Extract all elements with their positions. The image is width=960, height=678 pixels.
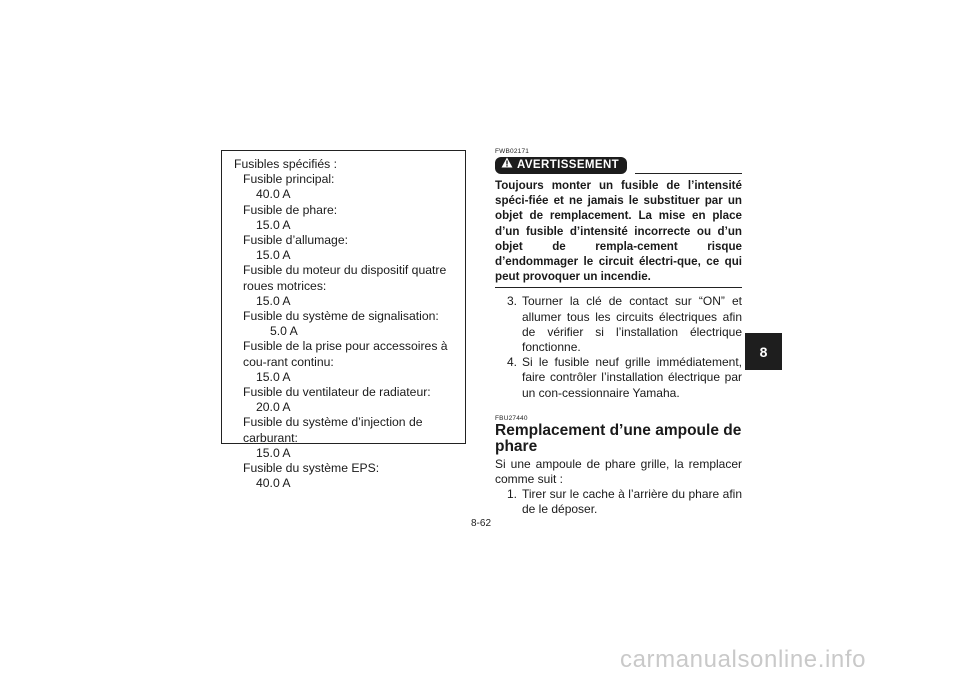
step-number: 1. <box>506 487 517 502</box>
list-item <box>495 355 742 401</box>
warning-text: Toujours monter un fusible de l’intensité spéci-fiée et ne jamais le substituer par un objet de remplacement. La mise en place d’un fusible d’intensité incorrecte ou d’un objet de rempla-cement risque d’endommager le circuit électri-que, ce qui peut provoquer un incendie. <box>495 178 742 288</box>
fuse-label: Fusible du moteur du dispositif quatre roues motrices: <box>243 263 447 293</box>
page-number: 8-62 <box>471 518 492 529</box>
warning-triangle-icon <box>501 157 513 174</box>
section-title: Remplacement d’une ampoule de phare <box>495 421 742 455</box>
fuse-value: 15.0 A <box>256 293 291 308</box>
step-number: 3. <box>506 294 517 309</box>
fuse-value: 20.0 A <box>256 400 291 415</box>
fuse-item <box>234 233 461 263</box>
fuse-item <box>234 385 461 415</box>
warning-badge-label: AVERTISSEMENT <box>517 159 620 171</box>
step-text: Si le fusible neuf grille immédiatement, faire contrôler l’installation électrique par un con-cessionnaire Yamaha. <box>522 355 742 400</box>
list-item <box>495 294 742 355</box>
fuse-value: 40.0 A <box>256 476 291 491</box>
fuse-item <box>234 461 461 491</box>
fuse-label: Fusible du système de signalisation: <box>243 309 439 324</box>
right-column <box>495 148 742 518</box>
section-intro: Si une ampoule de phare grille, la remplacer comme suit : <box>495 456 742 487</box>
fuse-label: Fusible de la prise pour accessoires à cou-rant continu: <box>243 339 448 369</box>
fuse-value: 40.0 A <box>256 187 291 202</box>
step-number: 4. <box>506 355 517 370</box>
step-text: Tourner la clé de contact sur “ON” et allumer tous les circuits électriques afin de vérifier si l’installation électrique fonctionne. <box>522 294 742 355</box>
warning-code: FWB02171 <box>495 148 530 155</box>
fuse-label: Fusible du système EPS: <box>243 461 380 476</box>
fuse-label: Fusible de phare: <box>243 202 338 217</box>
steps-list <box>495 294 742 400</box>
fuse-label: Fusible d’allumage: <box>243 233 349 248</box>
fuse-value: 15.0 A <box>256 369 291 384</box>
fuse-spec-heading: Fusibles spécifiés : <box>234 157 337 171</box>
fuse-item <box>234 339 461 385</box>
fuse-value: 15.0 A <box>256 248 291 263</box>
fuse-spec-box <box>221 150 466 491</box>
chapter-tab: 8 <box>745 333 782 370</box>
fuse-item <box>234 263 461 309</box>
warning-rule <box>635 173 742 174</box>
fuse-label: Fusible du ventilateur de radiateur: <box>243 385 431 400</box>
fuse-value: 15.0 A <box>256 445 291 460</box>
fuse-item <box>234 309 461 339</box>
warning-badge <box>495 157 627 174</box>
fuse-label: Fusible du système d’injection de carburant: <box>243 415 423 445</box>
fuse-value: 5.0 A <box>270 324 298 339</box>
list-item <box>495 487 742 517</box>
fuse-item <box>234 415 461 461</box>
fuse-item <box>234 203 461 233</box>
watermark: carmanualsonline.info <box>620 646 867 673</box>
fuse-label: Fusible principal: <box>243 172 335 187</box>
step-text: Tirer sur le cache à l’arrière du phare afin de le déposer. <box>522 487 742 517</box>
section-steps <box>495 487 742 517</box>
warning-header <box>495 157 742 175</box>
fuse-value: 15.0 A <box>256 217 291 232</box>
section-code: FBU27440 <box>495 414 528 422</box>
fuse-item <box>234 172 461 202</box>
